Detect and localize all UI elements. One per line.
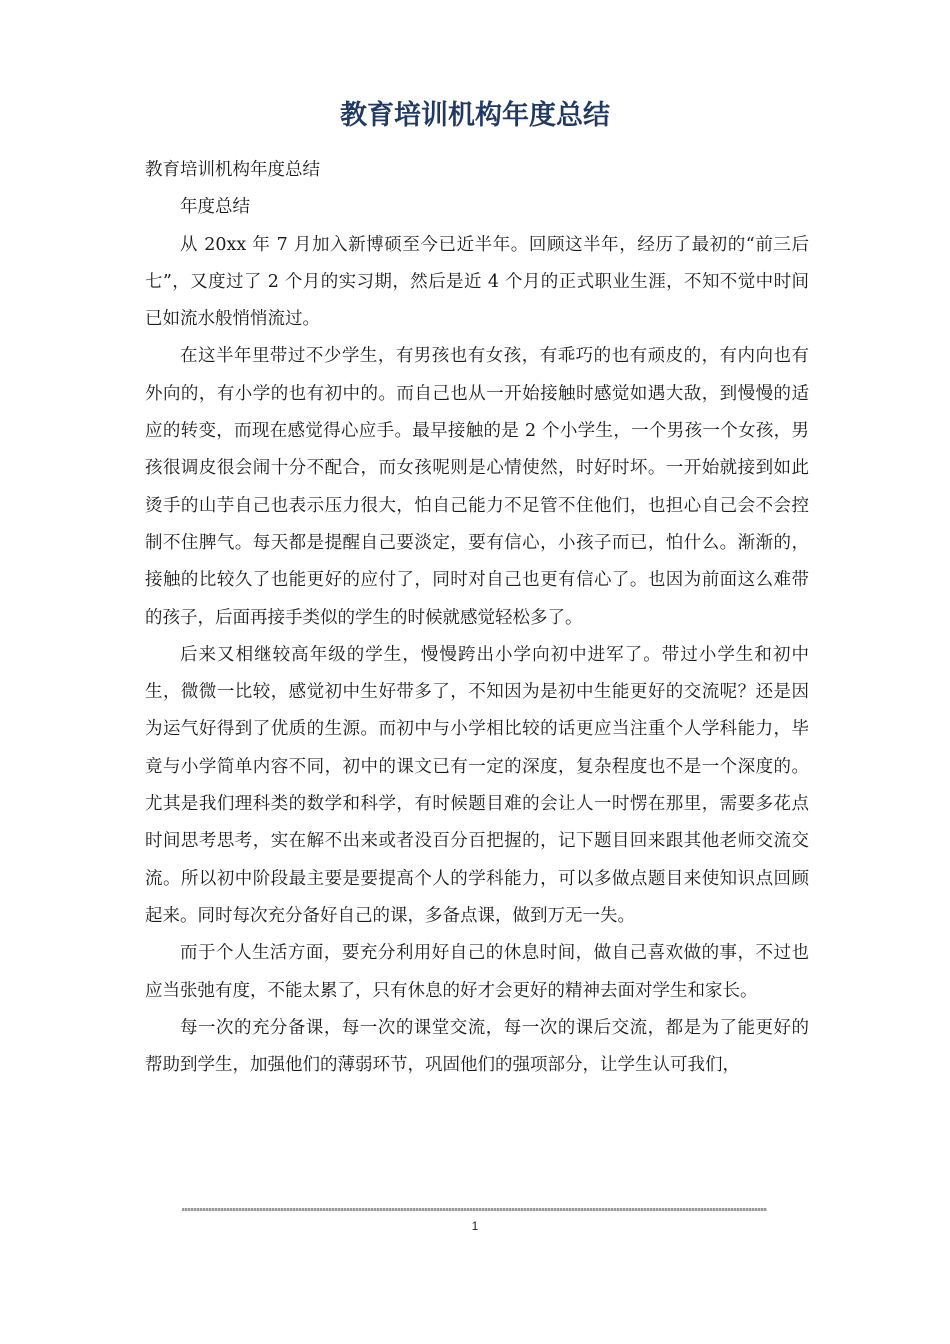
paragraph-middle-school: 后来又相继较高年级的学生，慢慢跨出小学向初中进军了。带过小学生和初中生，微微一比较，感觉初中生好带多了，不知因为是初中生能更好的交流呢？还是因为运气好得到了优质的生源。而初中与小学相比较的话更应当注重个人学科能力，毕竟与小学简单内容不同，初中的课文已有一定的深度，复杂程度也不是一个深度的。尤其是我们理科类的数学和科学，有时候题目难的会让人一时愣在那里，需要多花点时间思考思考，实在解不出来或者没百分百把握的，记下题目回来跟其他老师交流交流。所以初中阶段最主要是要提高个人的学科能力，可以多做点题目来使知识点回顾起来。同时每次充分备好自己的课，多备点课，做到万无一失。 (145, 644, 809, 926)
footer-divider (182, 1208, 767, 1211)
document-title: 教育培训机构年度总结 (340, 100, 610, 131)
paragraph-personal-life: 而于个人生活方面，要充分利用好自己的休息时间，做自己喜欢做的事，不过也应当张弛有度，不能太累了，只有休息的好才会更好的精神去面对学生和家长。 (145, 943, 809, 1001)
paragraph-subtitle: 年度总结 (180, 197, 250, 218)
paragraph-students: 在这半年里带过不少学生，有男孩也有女孩，有乖巧的也有顽皮的，有内向也有外向的，有小学的也有初中的。而自己也从一开始接触时感觉如遇大敌，到慢慢的适应的转变，而现在感觉得心应手。最早接触的是 2 个小学生，一个男孩一个女孩，男孩很调皮很会闹十分不配合，而女孩呢则是心情使然，时好时坏。一开始就接到如此烫手的山芋自己也表示压力很大，怕自己能力不足管不住他们，也担心自己会不会控制不住脾气。每天都是提醒自己要淡定，要有信心，小孩子而已，怕什么。渐渐的，接触的比较久了也能更好的应付了，同时对自己也更有信心了。也因为前面这么难带的孩子，后面再接手类似的学生的时候就感觉轻松多了。 (145, 346, 809, 628)
paragraph-preparation: 每一次的充分备课，每一次的课堂交流，每一次的课后交流，都是为了能更好的帮助到学生，加强他们的薄弱环节，巩固他们的强项部分，让学生认可我们， (145, 1017, 809, 1076)
paragraph-intro: 从 20xx 年 7 月加入新博硕至今已近半年。回顾这半年，经历了最初的“前三后七”，又度过了 2 个月的实习期，然后是近 4 个月的正式职业生涯，不知不觉中时间已如流水般悄悄流过。 (145, 234, 809, 330)
document-body (145, 152, 809, 1084)
page-number: 1 (471, 1219, 479, 1233)
paragraph-heading-repeat: 教育培训机构年度总结 (145, 160, 320, 180)
